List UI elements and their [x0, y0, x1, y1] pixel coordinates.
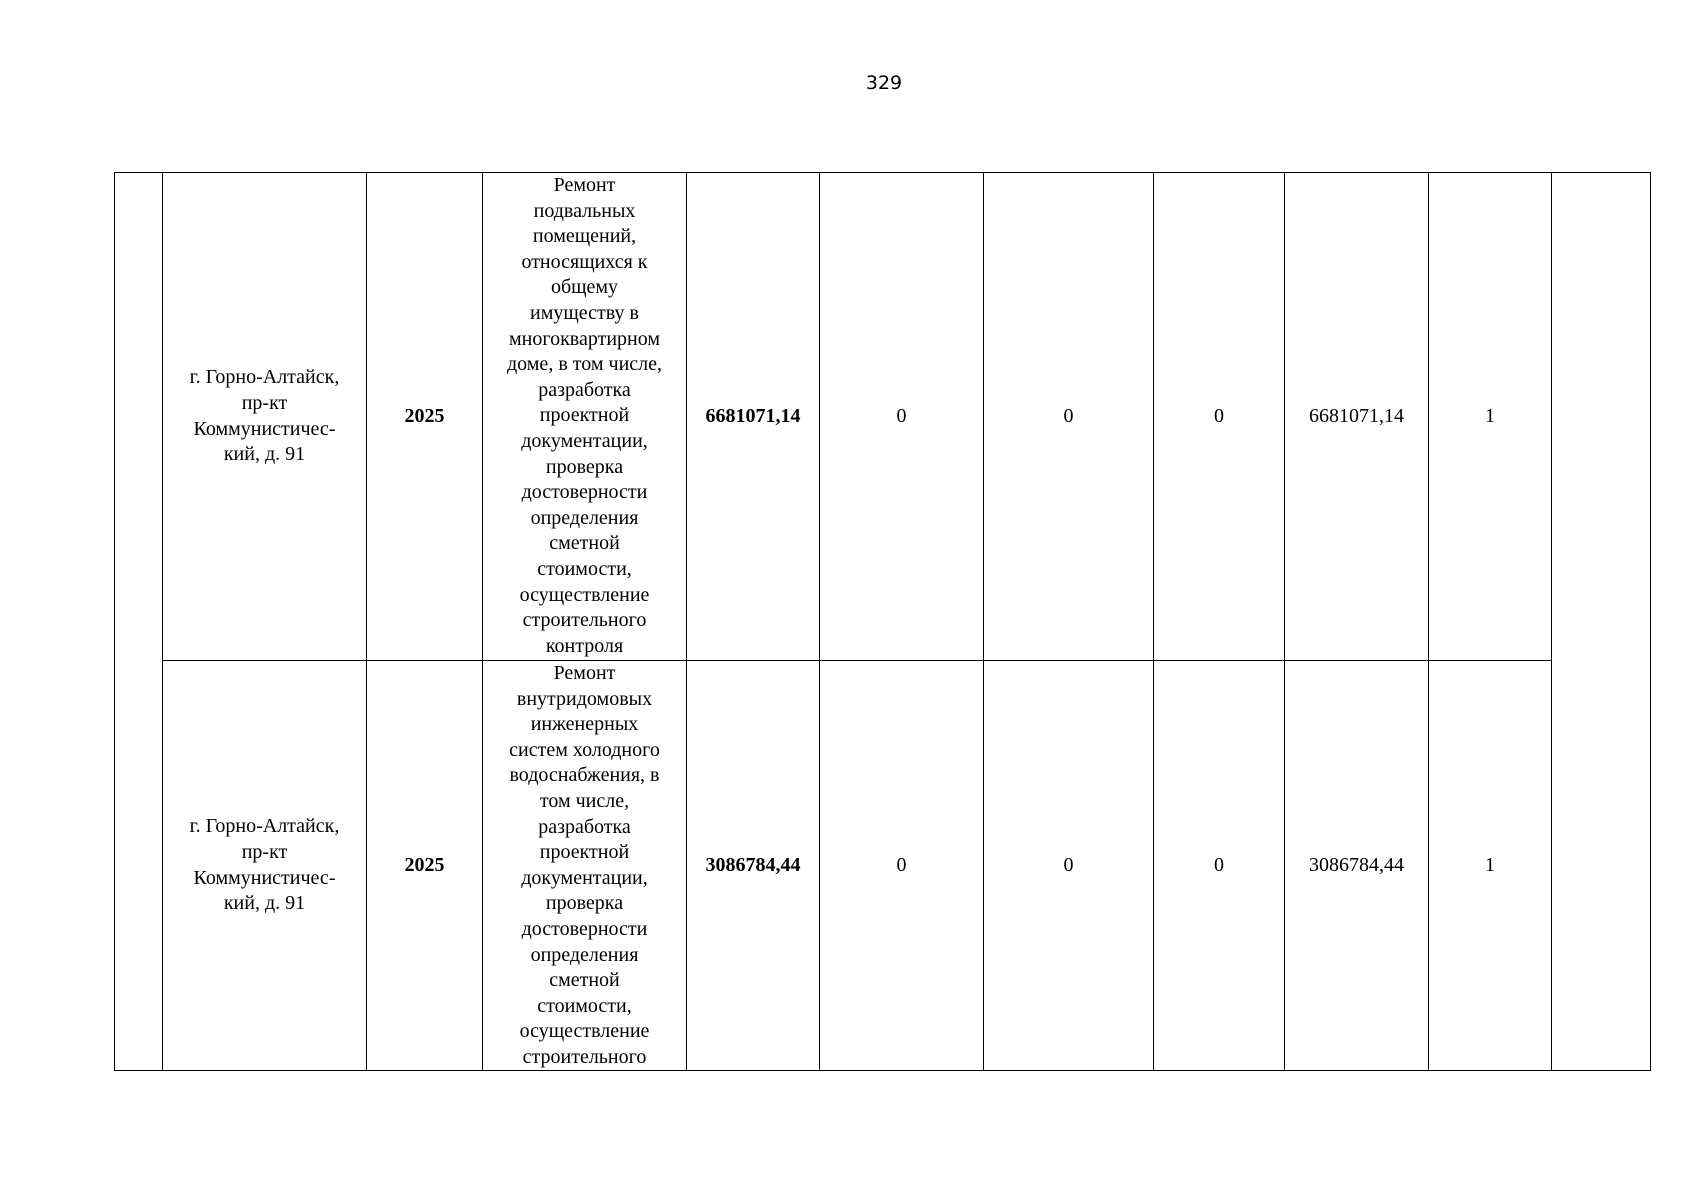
address-line: пр-кт	[241, 391, 288, 414]
work-line: достоверности	[521, 481, 648, 504]
work-line: проектной	[539, 841, 630, 864]
work-line: относящихся к	[521, 250, 648, 273]
table-border-left	[114, 172, 115, 1071]
work-line: определения	[530, 943, 639, 966]
work-line: документации,	[521, 429, 648, 452]
table-border-bottom	[114, 1070, 1651, 1071]
work-line: строительного	[522, 1045, 647, 1068]
address-line: кий, д. 91	[223, 892, 306, 915]
work-line: осуществление	[519, 1020, 650, 1043]
work-description-cell	[483, 173, 686, 660]
work-line: Ремонт	[553, 662, 616, 684]
amount-cell: 6681071,14	[1309, 404, 1404, 427]
table-column-divider	[1551, 172, 1552, 1071]
work-line: документации,	[521, 866, 648, 889]
table-row	[163, 173, 366, 660]
work-line: проектной	[539, 404, 630, 427]
address-line: г. Горно-Алтайск,	[189, 815, 340, 838]
work-line: стоимости,	[537, 994, 632, 1017]
address-cell	[190, 814, 340, 916]
work-line: подвальных	[533, 199, 636, 222]
amount-cell: 0	[896, 853, 907, 876]
works-table	[114, 172, 1651, 1071]
total-cost-cell: 3086784,44	[705, 853, 801, 876]
work-line: сметной	[549, 532, 620, 555]
amount-cell: 0	[1214, 404, 1224, 427]
work-line: сметной	[549, 969, 620, 992]
work-line: внутридомовых	[516, 687, 653, 710]
work-line: определения	[530, 506, 639, 529]
work-line: водоснабжения, в	[509, 764, 660, 787]
amount-cell: 0	[1063, 853, 1074, 876]
work-line: контроля	[545, 634, 624, 657]
address-cell	[190, 365, 340, 467]
work-line: имуществу в	[530, 301, 639, 324]
address-line: г. Горно-Алтайск,	[189, 366, 340, 389]
address-line: кий, д. 91	[223, 443, 306, 466]
amount-cell: 3086784,44	[1309, 853, 1404, 876]
work-line: многоквартирном	[509, 327, 660, 350]
amount-cell: 0	[1214, 853, 1224, 876]
work-line: помещений,	[532, 225, 637, 248]
work-line: разработка	[538, 815, 631, 838]
address-line: Коммунистичес-	[193, 417, 336, 440]
work-line: проверка	[545, 892, 624, 915]
table-border-right	[1650, 172, 1651, 1071]
amount-cell: 0	[1063, 404, 1074, 427]
work-line: строительного	[522, 609, 647, 632]
work-line: осуществление	[519, 583, 650, 606]
total-cost-cell: 6681071,14	[705, 404, 801, 427]
count-cell: 1	[1485, 404, 1495, 427]
work-description-cell	[483, 661, 686, 1070]
work-line: Ремонт	[553, 174, 616, 196]
work-line: стоимости,	[537, 557, 632, 580]
work-line: инженерных	[530, 713, 639, 736]
work-line: общему	[550, 276, 619, 299]
count-cell: 1	[1485, 853, 1495, 876]
address-line: Коммунистичес-	[193, 866, 336, 889]
address-line: пр-кт	[241, 840, 288, 863]
year-cell: 2025	[404, 853, 445, 876]
page-number: 329	[865, 72, 903, 94]
amount-cell: 0	[896, 404, 907, 427]
work-line: доме, в том числе,	[506, 353, 663, 376]
work-line: проверка	[545, 455, 624, 478]
work-line: систем холодного	[509, 738, 660, 761]
year-cell: 2025	[404, 404, 445, 427]
work-line: том числе,	[539, 789, 630, 812]
work-line: разработка	[538, 378, 631, 401]
table-row	[163, 661, 366, 1070]
work-line: достоверности	[521, 917, 648, 940]
